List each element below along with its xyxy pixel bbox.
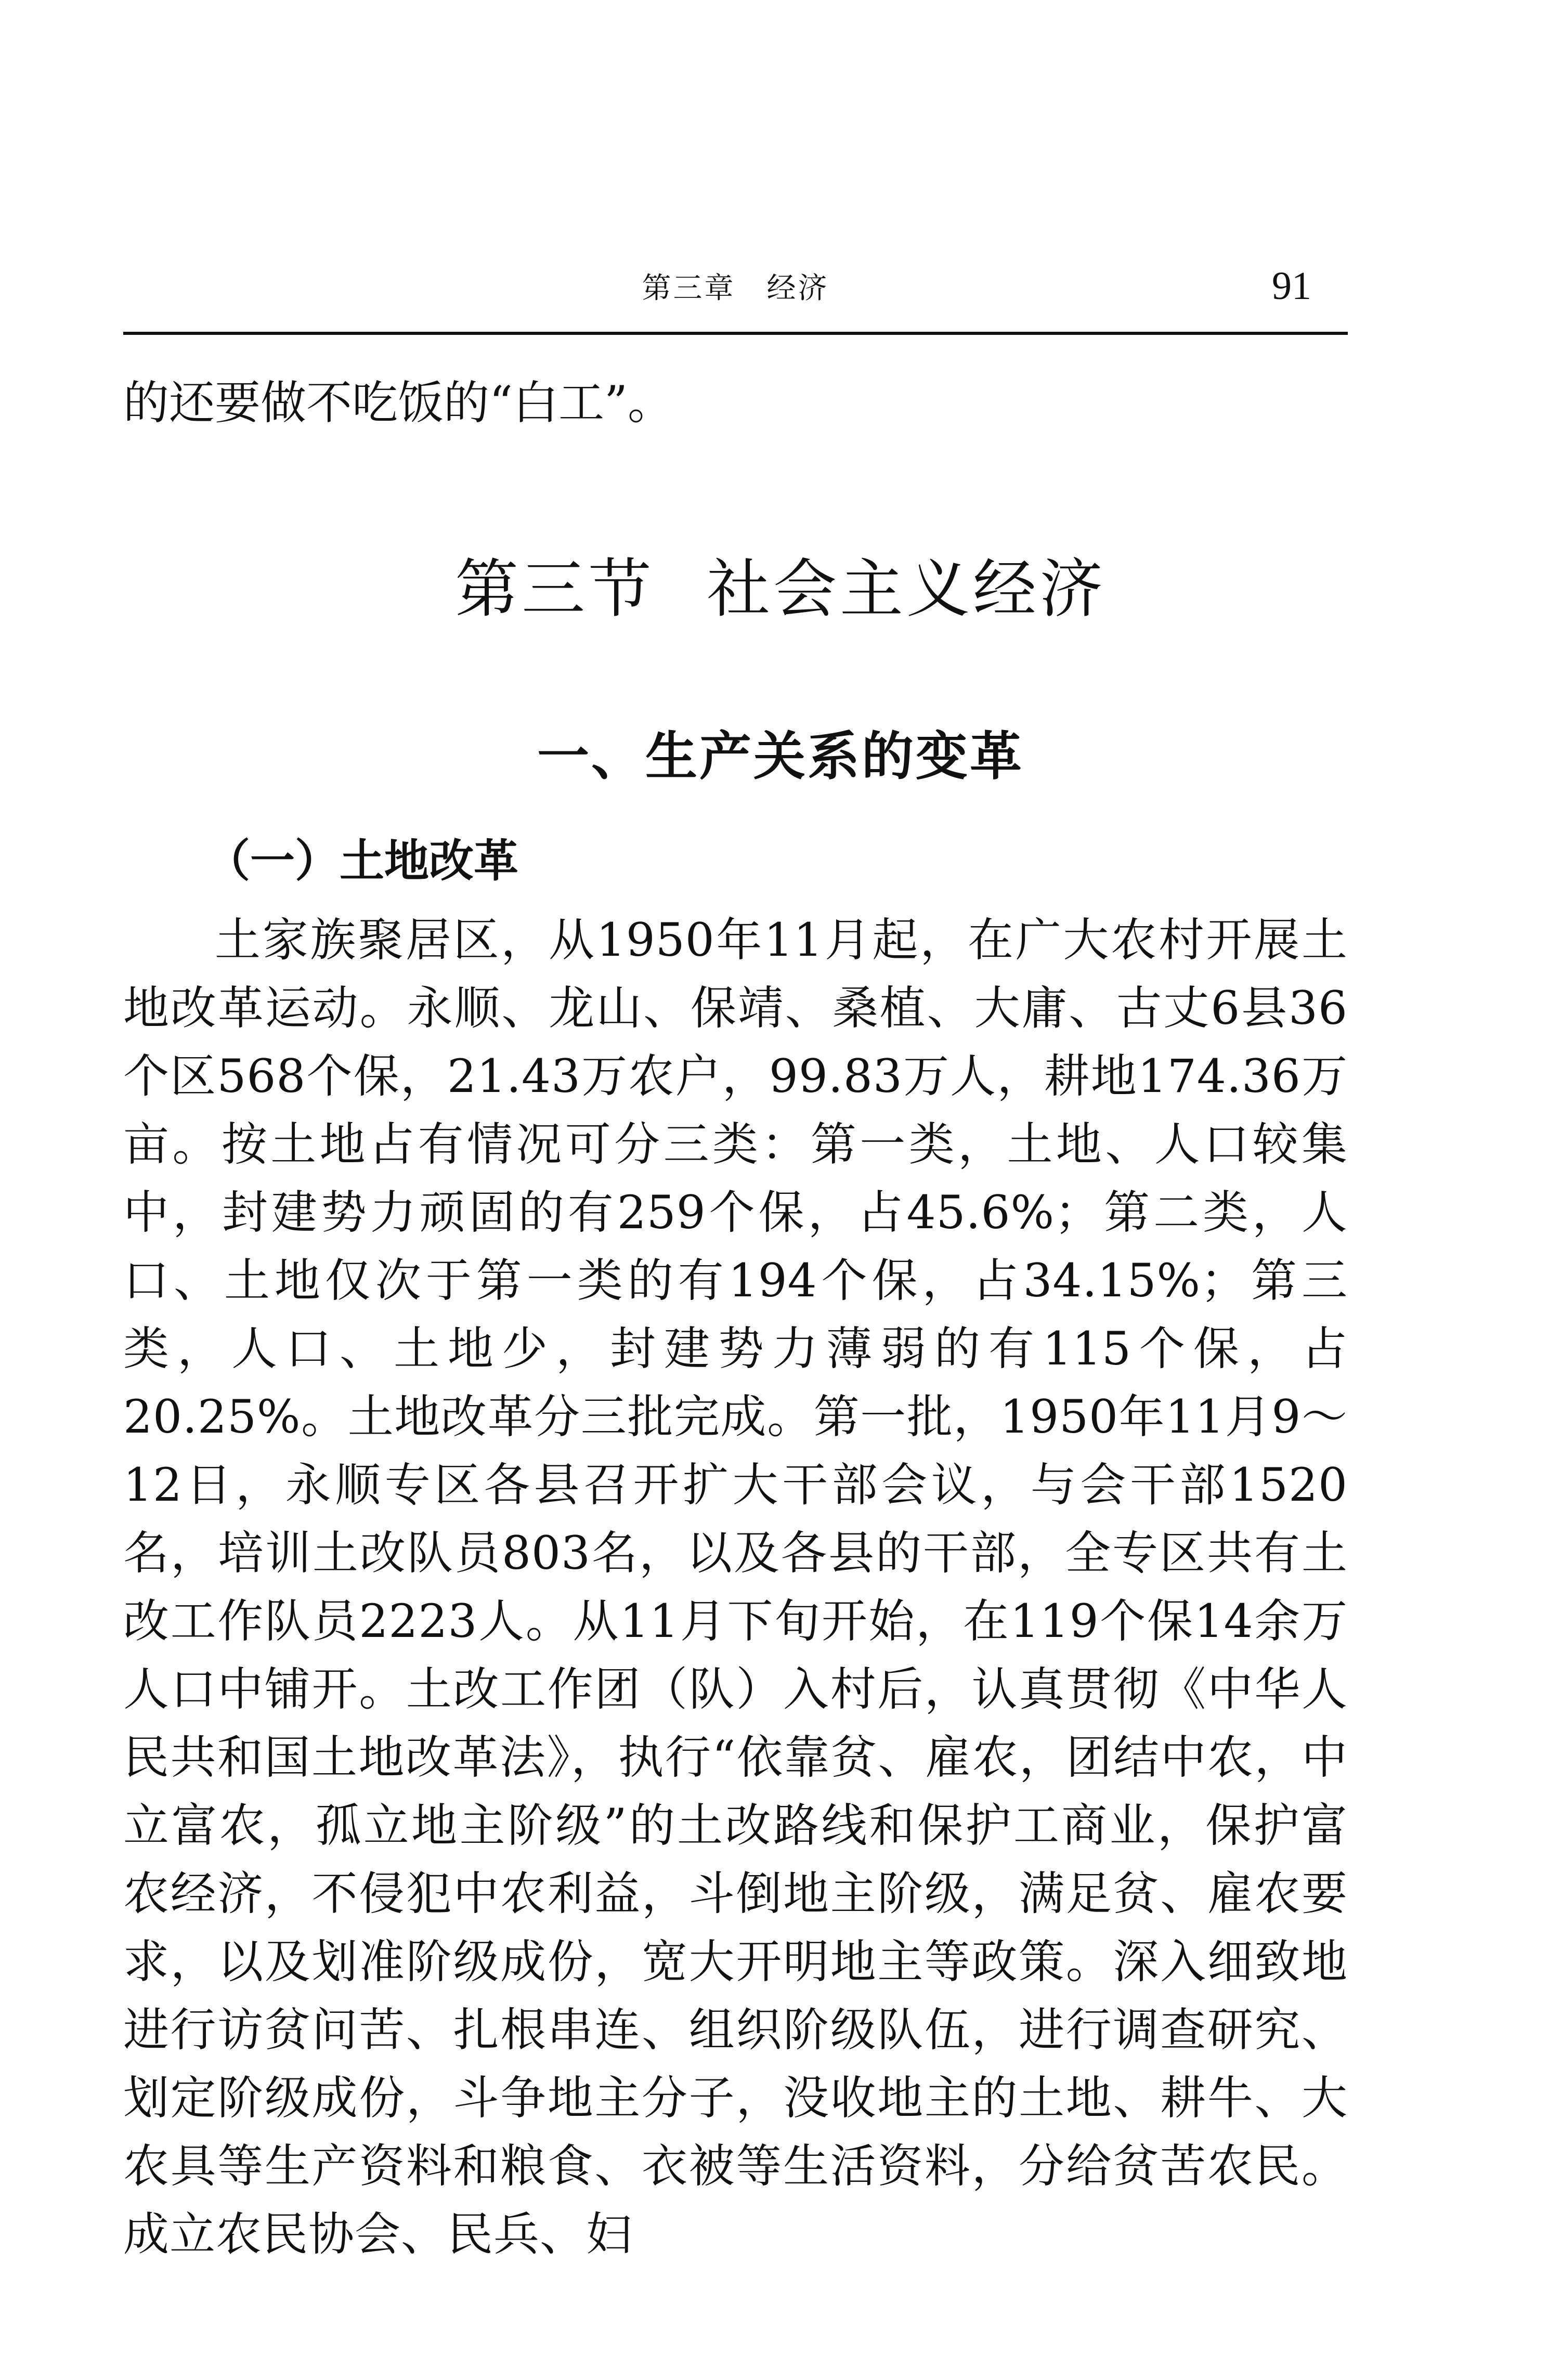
body-paragraph: 土家族聚居区，从1950年11月起，在广大农村开展土地改革运动。永顺、龙山、保靖、桑植、大庸、古丈6县36个区568个保，21.43万农户，99.83万人，耕地174.36万亩。按土地占有情况可分三类：第一类，土地、人口较集中，封建势力顽固的有259个保，占45.6%；第二类，人口、土地仅次于第一类的有194个保，占34.15%；第三类，人口、土地少，封建势力薄弱的有115个保，占20.25%。土地改革分三批完成。第一批，1950年11月9～12日，永顺专区各县召开扩大干部会议，与会干部1520名，培训土改队员803名，以及各县的干部，全专区共有土改工作队员2223人。从11月下旬开始，在119个保14余万人口中铺开。土改工作团（队）入村后，认真贯彻《中华人民共和国土地改革法》，执行“依靠贫、雇农，团结中农，中立富农，孤立地主阶级”的土改路线和保护工商业，保护富农经济，不侵犯中农利益，斗倒地主阶级，满足贫、雇农要求，以及划准阶级成份，宽大开明地主等政策。深入细致地进行访贫问苦、扎根串连、组织阶级队伍，进行调查研究、划定阶级成份，斗争地主分子，没收地主的土地、耕牛、大农具等生产资料和粮食、衣被等生活资料，分给贫苦农民。成立农民协会、民兵、妇 — [123, 913, 1348, 2261]
page-number: 91 — [1272, 264, 1311, 308]
section-name: 社会主义经济 — [707, 552, 1106, 626]
section-title — [0, 551, 1561, 627]
sub-subsection-title: （一）土地改革 — [205, 835, 518, 887]
header-rule — [123, 332, 1348, 335]
running-header — [123, 263, 1348, 325]
carry-over-text: 的还要做不吃饭的“白工”。 — [123, 376, 673, 430]
chapter-title: 第三章 经济 — [642, 271, 829, 305]
subsection-title: 一、生产关系的变革 — [537, 726, 1024, 787]
section-number: 第三节 — [455, 552, 655, 626]
